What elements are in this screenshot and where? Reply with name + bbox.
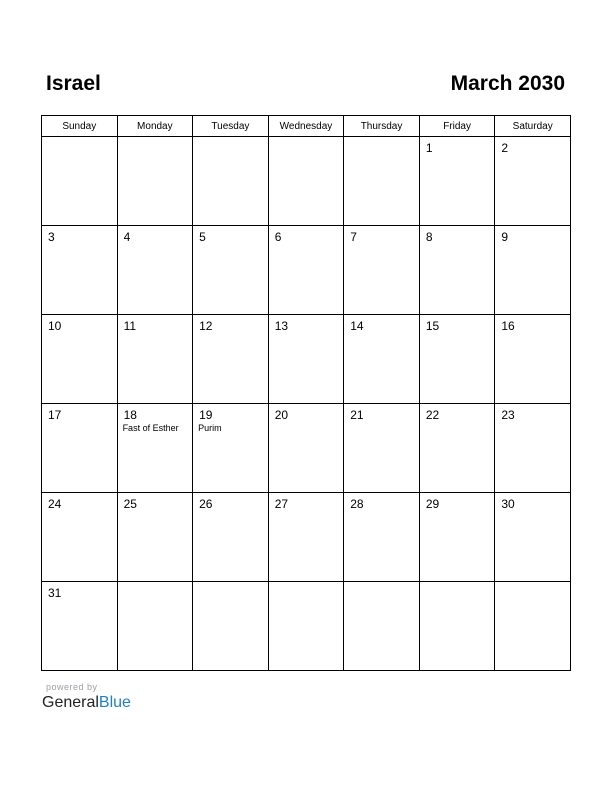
day-cell	[42, 404, 118, 493]
day-number: 11	[123, 319, 137, 333]
day-cell	[117, 226, 193, 315]
day-cell	[344, 582, 420, 671]
weekday-header-row	[42, 116, 571, 137]
day-cell	[268, 493, 344, 582]
day-cell	[193, 226, 269, 315]
day-cell	[495, 582, 571, 671]
day-cell	[117, 315, 193, 404]
brand-name-blue: Blue	[98, 694, 131, 711]
day-cell	[344, 137, 420, 226]
day-number: 31	[48, 586, 62, 600]
day-cell	[42, 137, 118, 226]
day-cell	[419, 582, 495, 671]
week-row	[42, 315, 571, 404]
brand-logo	[42, 694, 131, 712]
day-number: 3	[48, 230, 55, 244]
week-row	[42, 404, 571, 493]
day-cell	[117, 137, 193, 226]
day-cell	[193, 404, 269, 493]
day-cell	[344, 493, 420, 582]
day-number: 9	[501, 230, 509, 244]
day-number: 1	[425, 141, 433, 155]
day-cell	[419, 226, 495, 315]
day-number: 2	[501, 141, 509, 155]
powered-by-text: powered by	[46, 682, 98, 692]
day-number: 4	[123, 230, 131, 244]
day-number: 6	[274, 230, 282, 244]
day-number: 25	[123, 497, 137, 511]
day-number: 22	[425, 408, 440, 422]
day-cell	[268, 582, 344, 671]
day-number: 13	[274, 319, 289, 333]
day-cell	[42, 226, 118, 315]
day-cell	[42, 582, 118, 671]
day-number: 19	[199, 408, 213, 422]
holiday-label: Fast of Esther	[122, 423, 179, 433]
day-number: 5	[199, 230, 206, 244]
day-number: 18	[123, 408, 137, 422]
day-cell	[193, 137, 269, 226]
day-cell	[419, 315, 495, 404]
day-cell	[495, 315, 571, 404]
day-number: 10	[48, 319, 62, 333]
day-cell	[193, 582, 269, 671]
day-number: 7	[350, 230, 357, 244]
weekday-sunday: Sunday	[42, 116, 118, 137]
day-number: 27	[274, 497, 289, 511]
day-cell	[419, 404, 495, 493]
day-number: 17	[48, 408, 62, 422]
day-cell	[344, 315, 420, 404]
day-cell	[268, 404, 344, 493]
day-cell	[495, 137, 571, 226]
day-number: 14	[350, 319, 364, 333]
day-cell	[117, 404, 193, 493]
day-number: 20	[274, 408, 289, 422]
day-cell	[495, 226, 571, 315]
day-number: 29	[425, 497, 440, 511]
day-cell	[117, 582, 193, 671]
brand-name-general: General	[42, 694, 99, 711]
day-cell	[193, 315, 269, 404]
week-row	[42, 582, 571, 671]
day-cell	[268, 226, 344, 315]
week-row	[42, 137, 571, 226]
day-number: 26	[199, 497, 213, 511]
day-cell	[117, 493, 193, 582]
day-number: 15	[425, 319, 440, 333]
day-cell	[344, 404, 420, 493]
weekday-thursday: Thursday	[344, 116, 420, 137]
month-title: March 2030	[450, 72, 565, 95]
day-cell	[42, 315, 118, 404]
day-cell	[193, 493, 269, 582]
day-number: 23	[501, 408, 515, 422]
day-cell	[344, 226, 420, 315]
weekday-saturday: Saturday	[495, 116, 571, 137]
day-number: 16	[501, 319, 515, 333]
footer-branding	[42, 682, 131, 712]
day-number: 21	[350, 408, 364, 422]
day-cell	[42, 493, 118, 582]
day-cell	[419, 493, 495, 582]
day-cell	[495, 404, 571, 493]
day-cell	[495, 493, 571, 582]
day-number: 12	[199, 319, 213, 333]
week-row	[42, 493, 571, 582]
weekday-monday: Monday	[117, 116, 193, 137]
week-row	[42, 226, 571, 315]
weekday-wednesday: Wednesday	[268, 116, 344, 137]
country-title: Israel	[46, 72, 101, 95]
day-cell	[419, 137, 495, 226]
day-cell	[268, 315, 344, 404]
day-number: 28	[350, 497, 364, 511]
day-number: 24	[48, 497, 62, 511]
calendar-grid	[41, 115, 571, 671]
weekday-friday: Friday	[419, 116, 495, 137]
day-number: 8	[425, 230, 433, 244]
day-cell	[268, 137, 344, 226]
weekday-tuesday: Tuesday	[193, 116, 269, 137]
day-number: 30	[501, 497, 515, 511]
holiday-label: Purim	[198, 423, 222, 433]
